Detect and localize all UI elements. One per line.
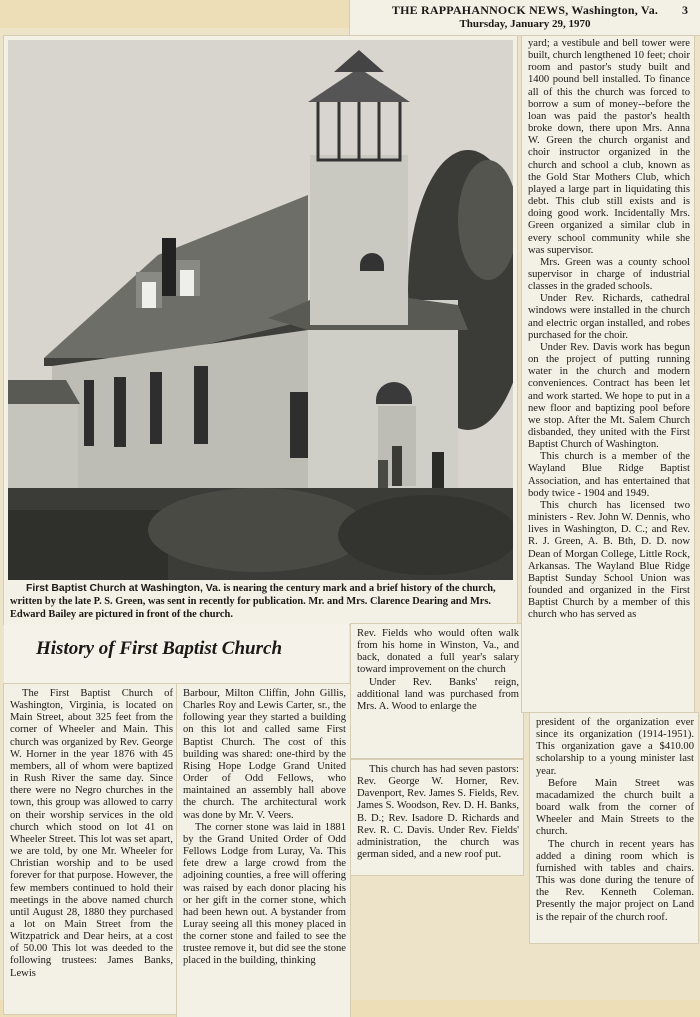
article-paragraph: Under Rev. Banks' reign, additional land was purchased from Mrs. A. Wood to enlarge the: [357, 676, 519, 712]
masthead-clip: [350, 0, 700, 35]
article-paragraph: yard; a vestibule and bell tower were built, church lengthened 10 feet; choir room and pastor's study built and 1400 pound bell installed. To finance all of this the church was forced to borrow a sum of money--before the loan was paid the pastor's health broke down, there upon Mrs. Anna W. Green the church organist and choir instructor organized in the church and school a club, known as the Gold Star Mothers Club, which played a large part in liquidating this debt. This club still exists and is doing good work. Incidentally Mrs. Green organized a similar club in every school community while she was supervisor.: [528, 38, 690, 256]
church-photo: [8, 40, 513, 580]
article-column-5: [530, 713, 698, 943]
photo-clip: [4, 36, 517, 624]
article-paragraph: Barbour, Milton Cliffin, John Gillis, Charles Roy and Lewis Carter, sr., the following year they started a building on this lot and called same First Baptist Church. The cost of this building was shared: one-third by the Rising Hope Lodge Grand United Order of Odd Fellows, who maintained an assembly hall above the church. The architectural work was done by Mr. V. Veers.: [183, 688, 346, 821]
article-column-4: [522, 36, 694, 712]
photo-caption: [10, 582, 512, 621]
article-paragraph: This church has licensed two ministers - Rev. John W. Dennis, who lives in Washington, D. C.; and Rev. R. J. Green, A. B. Bth, D. D. now Dean of Morgan College, Little Rock, Arkansas. The Wayland Blue Ridge Baptist Sunday School Union was founded and organized in the First Baptist Church by a member of this church who has served as: [528, 499, 690, 621]
tape-strip-top: [0, 0, 350, 28]
article-paragraph: This church has had seven pastors: Rev. George W. Horner, Rev. Davenport, Rev. James S. Fields, Rev. James S. Woodson, Rev. D. H. Banks, B. D.; Rev. Isadore D. Richards and Rev. R. C. Davis. Under Rev. Fields' administration, the church was german sided, and a new roof put.: [357, 764, 519, 861]
article-paragraph: Rev. Fields who would often walk from his home in Winston, Va., and back, donated a full year's salary toward improvement on the church: [357, 628, 519, 676]
article-column-3a: [351, 624, 523, 758]
article-headline: History of First Baptist Church: [36, 638, 283, 659]
article-paragraph: This church is a member of the Wayland Blue Ridge Baptist Association, and has entertained that body twice - 1904 and 1949.: [528, 451, 690, 499]
article-column-3b: [351, 760, 523, 875]
caption-rest: is nearing the century mark and a brief history of the church, written by the late P. S. Green, was sent in recently for publication. Mr. and Mrs. Clarence Dearing and Mrs. Edward Bailey are pictured in front of the church.: [10, 583, 496, 620]
article-paragraph: Before Main Street was macadamized the church built a board walk from the corner of Wheeler and Main Streets to the church.: [536, 777, 694, 838]
article-column-1: [4, 684, 177, 1014]
article-paragraph: The church in recent years has added a dining room which is furnished with tables and chairs. This was done during the tenure of the Rev. Kenneth Coleman. Presently the major project on Land is the repair of the church roof.: [536, 838, 694, 923]
article-paragraph: president of the organization ever since its organization (1914-1951). This organization gave a $410.00 scholarship to a young minister last year.: [536, 717, 694, 777]
page-number: 3: [682, 3, 688, 17]
article-column-2: [177, 684, 350, 1017]
issue-date: Thursday, January 29, 1970: [459, 18, 591, 30]
article-paragraph: The corner stone was laid in 1881 by the Grand United Order of Odd Fellows Lodge from Luray, Va. This fete drew a large crowd from the adjoining counties, a free will offering was raised by each donor placing his or her gift in the corner stone, which had been hewn out. A bystander from Luray seeing all this money placed in the corner stone and failed to see the trustee remove it, but did see the stone placed in the building, thinking: [183, 821, 346, 967]
caption-lead: First Baptist Church at Washington, Va.: [26, 583, 221, 594]
newspaper-name: THE RAPPAHANNOCK NEWS, Washington, Va.: [391, 3, 659, 17]
headline-clip: [4, 624, 349, 684]
article-paragraph: The First Baptist Church of Washington, Virginia, is located on Main Street, about 325 feet from the corner of Wheeler and Main. This church was organized by Rev. George W. Horner in the year 1876 with 45 members, all of whom were baptized in Rush River the same day. Since there were no Negro churches in the town, this group was allowed to carry on their worship services in the old church which stood on lot 41 on Wheeler Street. This lot was set apart, we are told, by one Mr. Wheeler for Christian worship and to be used forever for that purpose. However, the few members continued to hold their meetings in the above named church until August 28, 1880 they purchased a lot on Main Street from the Witzpatrick and Dear heirs, at a cost of 50.00 This lot was deeded to the following trustees: James Banks, Lewis: [10, 688, 173, 979]
article-paragraph: Under Rev. Richards, cathedral windows were installed in the church and electric organ installed, and robes purchased for the choir.: [528, 293, 690, 341]
article-paragraph: Mrs. Green was a county school supervisor in charge of industrial classes in the graded schools.: [528, 256, 690, 293]
article-paragraph: Under Rev. Davis work has begun on the project of putting running water in the church and modern conveniences. Contract has been let and work started. We hope to put in a new floor and baptizing pool before we stop. After the Mt. Salem Church disbanded, they united with the First Baptist Church of Washington.: [528, 341, 690, 451]
